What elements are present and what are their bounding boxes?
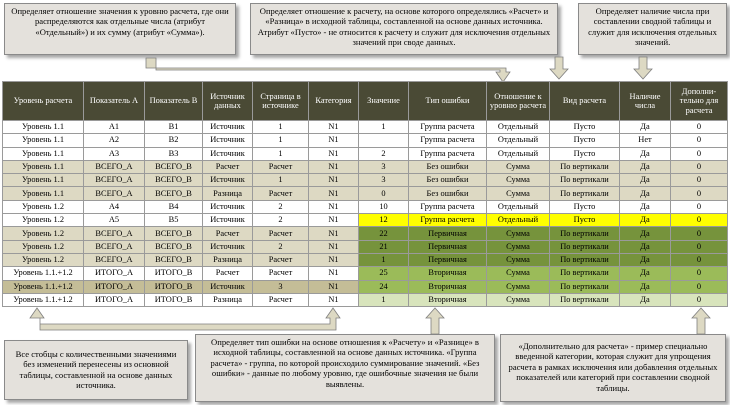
table-cell: 3 xyxy=(253,280,309,293)
table-cell: Источник xyxy=(203,147,253,160)
table-cell: По вертикали xyxy=(550,267,620,280)
table-cell: Группа расчета xyxy=(409,200,487,213)
table-cell: Расчет xyxy=(253,267,309,280)
column-header: Отношение к уровню расчета xyxy=(487,82,550,121)
table-cell: Да xyxy=(620,187,671,200)
table-cell: 0 xyxy=(671,267,728,280)
table-cell: Отдельный xyxy=(487,214,550,227)
column-header: Категория xyxy=(309,82,359,121)
table-cell: Пусто xyxy=(550,200,620,213)
arrow-bottom-right xyxy=(690,307,712,335)
summary-table xyxy=(2,81,728,307)
table-cell: В5 xyxy=(145,214,203,227)
table-cell: Сумма xyxy=(487,187,550,200)
table-cell: Сумма xyxy=(487,253,550,266)
table-cell: По вертикали xyxy=(550,174,620,187)
table-cell: 0 xyxy=(671,121,728,134)
table-cell: ИТОГО_В xyxy=(145,280,203,293)
table-cell: Расчет xyxy=(253,227,309,240)
table-cell: Источник xyxy=(203,200,253,213)
table-cell: Без ошибки xyxy=(409,160,487,173)
table-cell: Уровень 1.1 xyxy=(3,160,84,173)
table-cell: Сумма xyxy=(487,174,550,187)
table-cell: Уровень 1.1.+1.2 xyxy=(3,267,84,280)
table-cell: А2 xyxy=(84,134,145,147)
table-cell: 1 xyxy=(253,147,309,160)
table-cell: Пусто xyxy=(550,214,620,227)
table-cell: 22 xyxy=(359,227,409,240)
table-cell: Разница xyxy=(203,293,253,306)
table-cell: По вертикали xyxy=(550,253,620,266)
table-cell: По вертикали xyxy=(550,293,620,306)
table-cell: Уровень 1.1 xyxy=(3,174,84,187)
table-cell: N1 xyxy=(309,134,359,147)
column-header: Уровень расчета xyxy=(3,82,84,121)
table-cell: Да xyxy=(620,214,671,227)
table-cell: Уровень 1.2 xyxy=(3,214,84,227)
table-cell: А5 xyxy=(84,214,145,227)
table-cell: 0 xyxy=(671,200,728,213)
table-cell: По вертикали xyxy=(550,280,620,293)
table-cell: По вертикали xyxy=(550,227,620,240)
table-cell: 0 xyxy=(671,147,728,160)
table-cell: Да xyxy=(620,147,671,160)
table-cell: Расчет xyxy=(253,187,309,200)
table-row xyxy=(3,147,728,160)
table-cell: Да xyxy=(620,174,671,187)
table-cell: Источник xyxy=(203,174,253,187)
table-cell: Пусто xyxy=(550,121,620,134)
table-cell: 2 xyxy=(253,240,309,253)
table-cell: В1 xyxy=(145,121,203,134)
table-cell: Да xyxy=(620,253,671,266)
table-cell: ВСЕГО_А xyxy=(84,174,145,187)
table-cell: А3 xyxy=(84,147,145,160)
arrow-top-left xyxy=(140,56,520,84)
table-cell: Уровень 1.2 xyxy=(3,227,84,240)
table-cell: N1 xyxy=(309,121,359,134)
table-row xyxy=(3,121,728,134)
table-cell: Вторичная xyxy=(409,267,487,280)
table-cell: Расчет xyxy=(203,160,253,173)
table-cell: 2 xyxy=(253,200,309,213)
table-cell: Да xyxy=(620,200,671,213)
table-row xyxy=(3,187,728,200)
table-cell: ВСЕГО_А xyxy=(84,227,145,240)
table-row xyxy=(3,214,728,227)
table-row xyxy=(3,267,728,280)
table-cell: ВСЕГО_А xyxy=(84,187,145,200)
table-cell: 0 xyxy=(671,214,728,227)
column-header: Источник данных xyxy=(203,82,253,121)
table-cell: Уровень 1.2 xyxy=(3,200,84,213)
table-cell: 1 xyxy=(253,174,309,187)
table-row xyxy=(3,240,728,253)
table-header-row xyxy=(3,82,728,121)
table-cell: Отдельный xyxy=(487,134,550,147)
table-cell: N1 xyxy=(309,160,359,173)
table-cell: Сумма xyxy=(487,293,550,306)
table-cell: Группа расчета xyxy=(409,121,487,134)
column-header: Дополни-тельно для расчета xyxy=(671,82,728,121)
table-cell: Да xyxy=(620,160,671,173)
table-cell: Разница xyxy=(203,187,253,200)
table-cell: Источник xyxy=(203,121,253,134)
table-cell: Вторичная xyxy=(409,293,487,306)
callout-number-presence: Определяет наличие числа при составлении сводной таблицы и служит для исключения отдельных значений. xyxy=(578,3,727,55)
table-cell: А4 xyxy=(84,200,145,213)
table-cell: 0 xyxy=(671,253,728,266)
table-cell: Отдельный xyxy=(487,147,550,160)
table-cell: 3 xyxy=(359,174,409,187)
table-cell: Да xyxy=(620,280,671,293)
table-row xyxy=(3,160,728,173)
table-cell: Уровень 1.1 xyxy=(3,187,84,200)
table-cell: 0 xyxy=(359,187,409,200)
table-row xyxy=(3,174,728,187)
table-cell: Вторичная xyxy=(409,280,487,293)
table-cell: Источник xyxy=(203,214,253,227)
table-cell: Первичная xyxy=(409,253,487,266)
callout-additional-for-calc: «Дополнительно для расчета» - пример специально введенной категории, которая служит для упрощения расчета в рамках исключения или добавления отдельных показателей или категорий при составлении сводной таблицы. xyxy=(500,334,726,402)
table-cell: Сумма xyxy=(487,267,550,280)
table-cell: ВСЕГО_В xyxy=(145,253,203,266)
table-cell: Первичная xyxy=(409,240,487,253)
table-cell: Уровень 1.1 xyxy=(3,121,84,134)
table-cell: 21 xyxy=(359,240,409,253)
table-cell: Пусто xyxy=(550,134,620,147)
table-cell: N1 xyxy=(309,253,359,266)
table-cell: N1 xyxy=(309,267,359,280)
table-cell: Уровень 1.1.+1.2 xyxy=(3,280,84,293)
table-cell: А1 xyxy=(84,121,145,134)
table-cell: По вертикали xyxy=(550,240,620,253)
table-cell: 0 xyxy=(671,280,728,293)
table-cell: N1 xyxy=(309,293,359,306)
table-cell: Разница xyxy=(203,253,253,266)
table-cell: Сумма xyxy=(487,240,550,253)
table-cell: Отдельный xyxy=(487,121,550,134)
column-header: Страница в источнике xyxy=(253,82,309,121)
arrow-top-right xyxy=(632,56,654,80)
table-cell: 3 xyxy=(359,160,409,173)
table-cell: Да xyxy=(620,121,671,134)
table-cell: В2 xyxy=(145,134,203,147)
table-cell: ИТОГО_А xyxy=(84,293,145,306)
table-cell: Расчет xyxy=(253,293,309,306)
table-cell: Первичная xyxy=(409,227,487,240)
table-cell: Да xyxy=(620,267,671,280)
table-cell: 0 xyxy=(671,240,728,253)
table-cell: N1 xyxy=(309,147,359,160)
table-row xyxy=(3,227,728,240)
table-cell: ВСЕГО_В xyxy=(145,240,203,253)
table-cell: ВСЕГО_А xyxy=(84,240,145,253)
table-cell: Сумма xyxy=(487,160,550,173)
arrow-bottom-mid xyxy=(424,307,446,335)
table-cell: Нет xyxy=(620,134,671,147)
table-cell: Сумма xyxy=(487,227,550,240)
table-cell: Расчет xyxy=(203,227,253,240)
table-cell: Сумма xyxy=(487,280,550,293)
table-cell: 0 xyxy=(671,160,728,173)
table-cell: Источник xyxy=(203,240,253,253)
table-cell: Источник xyxy=(203,280,253,293)
table-cell: Группа расчета xyxy=(409,147,487,160)
column-header: Вид расчета xyxy=(550,82,620,121)
table-cell: Без ошибки xyxy=(409,187,487,200)
table-cell: 1 xyxy=(253,121,309,134)
callout-relation-to-calc: Определяет отношение к расчету, на основе которого определялись «Расчет» и «Разница» в исходной таблицы, составленной на основе данных источника. Атрибут «Пусто» - не относится к расчету и служит для исключения отдельных значений при своде данных. xyxy=(250,3,558,55)
table-cell: В4 xyxy=(145,200,203,213)
table-cell: 1 xyxy=(359,293,409,306)
table-cell: ИТОГО_А xyxy=(84,280,145,293)
table-cell: По вертикали xyxy=(550,160,620,173)
table-cell: Группа расчета xyxy=(409,214,487,227)
table-cell: 0 xyxy=(671,187,728,200)
table-cell: 0 xyxy=(671,174,728,187)
table-cell: Уровень 1.2 xyxy=(3,253,84,266)
table-cell: Источник xyxy=(203,134,253,147)
arrow-top-mid xyxy=(548,56,570,80)
table-cell: N1 xyxy=(309,227,359,240)
table-cell: Группа расчета xyxy=(409,134,487,147)
table-cell: Расчет xyxy=(253,253,309,266)
table-row xyxy=(3,134,728,147)
arrow-bottom-left xyxy=(28,306,358,338)
column-header: Тип ошибки xyxy=(409,82,487,121)
callout-relation-to-level: Определяет отношение значения к уровню расчета, где они распределяются как отдельные числа (атрибут «Отдельный») и их сумму (атрибут «Сумма»). xyxy=(4,3,236,55)
table-cell: ВСЕГО_А xyxy=(84,160,145,173)
table-cell: ВСЕГО_В xyxy=(145,160,203,173)
table-cell: ВСЕГО_А xyxy=(84,253,145,266)
table-cell: 10 xyxy=(359,200,409,213)
table-cell: ВСЕГО_В xyxy=(145,187,203,200)
table-cell: Расчет xyxy=(253,160,309,173)
column-header: Показатель В xyxy=(145,82,203,121)
table-cell: 1 xyxy=(359,121,409,134)
table-cell: 1 xyxy=(359,253,409,266)
column-header: Значение xyxy=(359,82,409,121)
table-cell: 2 xyxy=(359,147,409,160)
table-cell: N1 xyxy=(309,240,359,253)
table-cell xyxy=(359,134,409,147)
table-cell: ИТОГО_В xyxy=(145,267,203,280)
table-cell: Уровень 1.1.+1.2 xyxy=(3,293,84,306)
table-cell: ИТОГО_В xyxy=(145,293,203,306)
table-cell: Отдельный xyxy=(487,200,550,213)
table-cell: Без ошибки xyxy=(409,174,487,187)
table-cell: Уровень 1.1 xyxy=(3,147,84,160)
table-cell: 0 xyxy=(671,293,728,306)
table-row xyxy=(3,253,728,266)
table-cell: N1 xyxy=(309,200,359,213)
table-cell: 12 xyxy=(359,214,409,227)
table-cell: По вертикали xyxy=(550,187,620,200)
table-cell: Да xyxy=(620,227,671,240)
table-cell: В3 xyxy=(145,147,203,160)
table-row xyxy=(3,280,728,293)
table-cell: Уровень 1.2 xyxy=(3,240,84,253)
table-cell: ВСЕГО_В xyxy=(145,174,203,187)
table-cell: N1 xyxy=(309,174,359,187)
table-cell: 1 xyxy=(253,134,309,147)
table-cell: Да xyxy=(620,293,671,306)
table-cell: 24 xyxy=(359,280,409,293)
table-cell: Пусто xyxy=(550,147,620,160)
table-cell: Да xyxy=(620,240,671,253)
column-header: Наличие числа xyxy=(620,82,671,121)
table-cell: 0 xyxy=(671,134,728,147)
table-cell: 25 xyxy=(359,267,409,280)
callout-quantitative-columns: Все стобцы с количественными значениями без изменений перенесены из основной таблицы, составленной на основе данных источника. xyxy=(4,340,188,400)
table-cell: Уровень 1.1 xyxy=(3,134,84,147)
column-header: Показатель А xyxy=(84,82,145,121)
table-row xyxy=(3,200,728,213)
table-cell: N1 xyxy=(309,280,359,293)
table-cell: 0 xyxy=(671,227,728,240)
table-cell: ИТОГО_А xyxy=(84,267,145,280)
table-row xyxy=(3,293,728,306)
table-cell: 2 xyxy=(253,214,309,227)
callout-error-type: Определяет тип ошибки на основе отношения к «Расчету» и «Разнице» в исходной таблицы, составленной на основе данных источника. «Группа расчета» - группа, по которой происходило суммирование значений. «Без ошибки» - данные по любому уровню, где ошибочные значения не были выявлены. xyxy=(195,334,495,402)
table-cell: N1 xyxy=(309,214,359,227)
table-cell: ВСЕГО_В xyxy=(145,227,203,240)
table-cell: Расчет xyxy=(203,267,253,280)
table-cell: N1 xyxy=(309,187,359,200)
